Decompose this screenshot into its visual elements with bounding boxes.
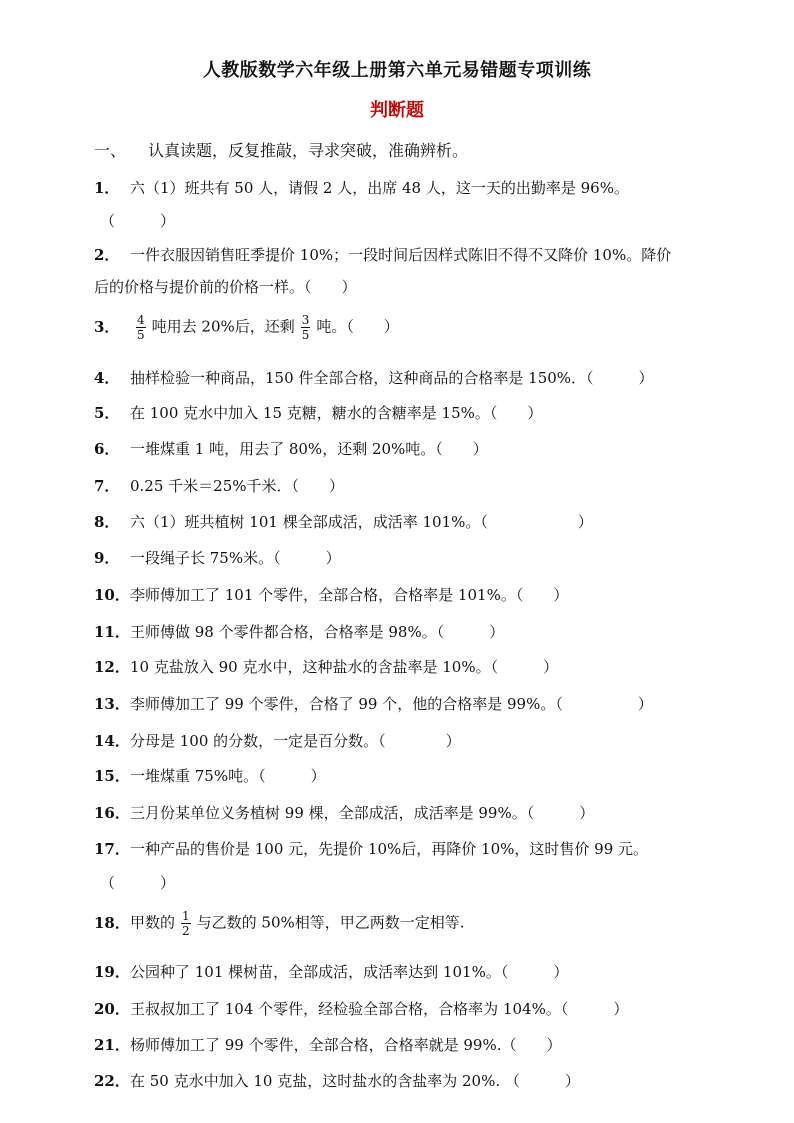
question-number: 5． — [94, 404, 120, 422]
question-text: 后的价格与提价前的价格一样。（ ） — [94, 278, 357, 296]
question-number: 21． — [94, 1036, 130, 1054]
fraction: $\frac{4}{5}$ — [137, 313, 145, 342]
section-instruction: 认真读题，反复推敲，寻求突破，准确辨析。 — [148, 141, 469, 160]
question-text: 在 50 克水中加入 10 克盐，这时盐水的含盐率为 20%. （ ） — [130, 1072, 580, 1090]
question-14 — [94, 730, 461, 751]
question-text: 与乙数的 50%相等，甲乙两数一定相等. — [196, 913, 465, 932]
question-number: 19． — [94, 963, 130, 981]
question-text: 王叔叔加工了 104 个零件，经检验全部合格，合格率为 104%。（ ） — [130, 1000, 629, 1018]
question-21 — [94, 1034, 562, 1055]
question-text: 0.25 千米＝25%千米．（ ） — [130, 477, 345, 495]
question-number: 11． — [94, 623, 130, 641]
question-15 — [94, 765, 326, 786]
question-number: 18． — [94, 913, 130, 932]
question-text: 分母是 100 的分数，一定是百分数。（ ） — [130, 732, 461, 750]
section-number: 一、 — [94, 141, 127, 160]
question-11 — [94, 621, 504, 642]
question-10 — [94, 584, 568, 605]
question-16 — [94, 802, 594, 823]
question-5 — [94, 402, 542, 423]
question-number: 16． — [94, 804, 130, 822]
question-7 — [94, 475, 344, 496]
question-6 — [94, 438, 488, 459]
question-number: 2． — [94, 246, 120, 264]
section-subtitle: 判断题 — [370, 100, 424, 121]
question-number: 1． — [94, 179, 120, 197]
question-4 — [94, 367, 654, 388]
question-9 — [94, 547, 341, 568]
question-text: 六（1）班共有 50 人，请假 2 人，出席 48 人，这一天的出勤率是 96%。 — [130, 179, 629, 197]
question-text: 甲数的 — [130, 913, 176, 932]
question-22 — [94, 1070, 580, 1091]
fraction: $\frac{3}{5}$ — [301, 313, 310, 342]
question-text: 李师傅加工了 101 个零件，全部合格，合格率是 101%。（ ） — [130, 586, 569, 604]
question-number: 10． — [94, 586, 130, 604]
question-number: 17． — [94, 840, 130, 858]
question-text: 六（1）班共植树 101 棵全部成活，成活率 101%。（ ） — [130, 513, 593, 531]
question-text: 一堆煤重 1 吨，用去了 80%，还剩 20%吨。（ ） — [130, 440, 488, 458]
question-text: 抽样检验一种商品，150 件全部合格，这种商品的合格率是 150%．（ ） — [130, 369, 654, 387]
question-number: 4． — [94, 369, 120, 387]
question-number: 6． — [94, 440, 120, 458]
question-20 — [94, 998, 628, 1019]
question-text: 一种产品的售价是 100 元，先提价 10%后，再降价 10%，这时售价 99 元。 — [130, 840, 649, 858]
question-2-continued — [94, 276, 357, 297]
question-number: 8． — [94, 513, 120, 531]
question-text: 三月份某单位义务植树 99 棵，全部成活，成活率是 99%。（ ） — [130, 804, 595, 822]
question-1-answer-blank[interactable]: （ ） — [100, 212, 176, 230]
question-number: 7． — [94, 477, 120, 495]
question-17-answer-blank[interactable]: （ ） — [100, 874, 176, 892]
question-text: 王师傅做 98 个零件都合格，合格率是 98%。（ ） — [130, 623, 505, 641]
question-18 — [94, 909, 465, 938]
question-number: 3． — [94, 317, 120, 336]
question-number: 9． — [94, 549, 120, 567]
question-19 — [94, 961, 568, 982]
question-text: 10 克盐放入 90 克水中，这种盐水的含盐率是 10%。（ ） — [130, 658, 559, 676]
question-12 — [94, 656, 558, 677]
question-text: 一段绳子长 75%米。（ ） — [130, 549, 341, 567]
question-8 — [94, 511, 593, 532]
question-text: 一件衣服因销售旺季提价 10%；一段时间后因样式陈旧不得不又降价 10%。降价 — [130, 246, 672, 264]
question-text: 公园种了 101 棵树苗，全部成活，成活率达到 101%。（ ） — [130, 963, 569, 981]
question-text: 吨。（ ） — [316, 317, 399, 336]
question-text: 李师傅加工了 99 个零件，合格了 99 个，他的合格率是 99%。（ ） — [130, 695, 653, 713]
question-3 — [94, 313, 399, 342]
question-1 — [94, 177, 629, 198]
page-title: 人教版数学六年级上册第六单元易错题专项训练 — [202, 60, 592, 81]
question-number: 15． — [94, 767, 130, 785]
question-number: 20． — [94, 1000, 130, 1018]
question-text: 杨师傅加工了 99 个零件，全部合格，合格率就是 99%.（ ） — [130, 1036, 562, 1054]
question-number: 22． — [94, 1072, 130, 1090]
question-number: 12． — [94, 658, 130, 676]
question-13 — [94, 693, 653, 714]
question-number: 14． — [94, 732, 130, 750]
question-2 — [94, 244, 671, 265]
question-text: 在 100 克水中加入 15 克糖，糖水的含糖率是 15%。（ ） — [130, 404, 543, 422]
section-heading — [94, 138, 468, 161]
question-text: 一堆煤重 75%吨。（ ） — [130, 767, 326, 785]
fraction: $\frac{1}{2}$ — [182, 909, 190, 938]
question-number: 13． — [94, 695, 130, 713]
question-text: 吨用去 20%后，还剩 — [151, 317, 295, 336]
question-17 — [94, 838, 648, 859]
